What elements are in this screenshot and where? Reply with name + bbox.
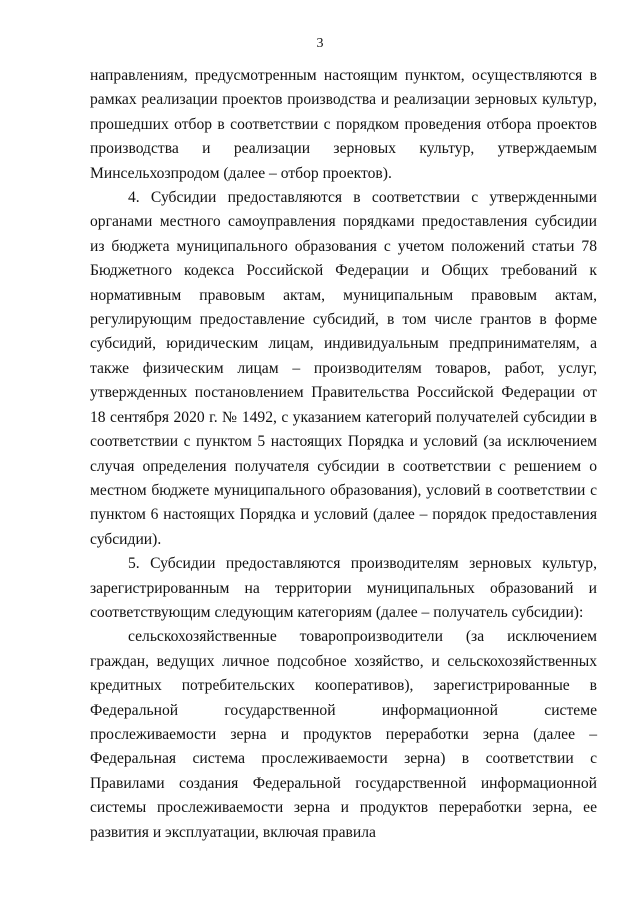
paragraph-continuation: направлениям, предусмотренным настоящим пунктом, осуществляются в рамках реализации проектов производства и реализации зерновых культур, прошедших отбор в соответствии с порядком проведения отбора проектов производства и реализации зерновых культур, утверждаемым Минсельхозпродом (далее – отбор проектов). [90, 67, 597, 182]
paragraph-item-4: 4. Субсидии предоставляются в соответствии с утвержденными органами местного самоуправления порядками предоставления субсидии из бюджета муниципального образования с учетом положений статьи 78 Бюджетного кодекса Российской Федерации и Общих требований к нормативным правовым актам, муниципальным правовым актам, регулирующим предоставление субсидий, в том числе грантов в форме субсидий, юридическим лицам, индивидуальным предпринимателям, а также физическим лицам – производителям товаров, работ, услуг, утвержденных постановлением Правительства Российской Федерации от 18 сентября 2020 г. № 1492, с указанием категорий получателей субсидии в соответствии с пунктом 5 настоящих Порядка и условий (за исключением случая определения получателя субсидии в соответствии с решением о местном бюджете муниципального образования), условий в соответствии с пунктом 6 настоящих Порядка и условий (далее – порядок предоставления субсидии). [90, 189, 597, 548]
paragraph-recipient-category: сельскохозяйственные товаропроизводители (за исключением граждан, ведущих личное подсобное хозяйство, и сельскохозяйственных кредитных потребительских кооперативов), зарегистрированные в Федеральной государственной информационной системе прослеживаемости зерна и продуктов переработки зерна (далее – Федеральная система прослеживаемости зерна) в соответствии с Правилами создания Федеральной государственной информационной системы прослеживаемости зерна и продуктов переработки зерна, ее развития и эксплуатации, включая правила [90, 628, 597, 841]
paragraph-item-5: 5. Субсидии предоставляются производителям зерновых культур, зарегистрированным на территории муниципальных образований и соответствующим следующим категориям (далее – получатель субсидии): [90, 555, 597, 621]
page-number: 3 [316, 36, 324, 51]
document-body [90, 64, 597, 845]
